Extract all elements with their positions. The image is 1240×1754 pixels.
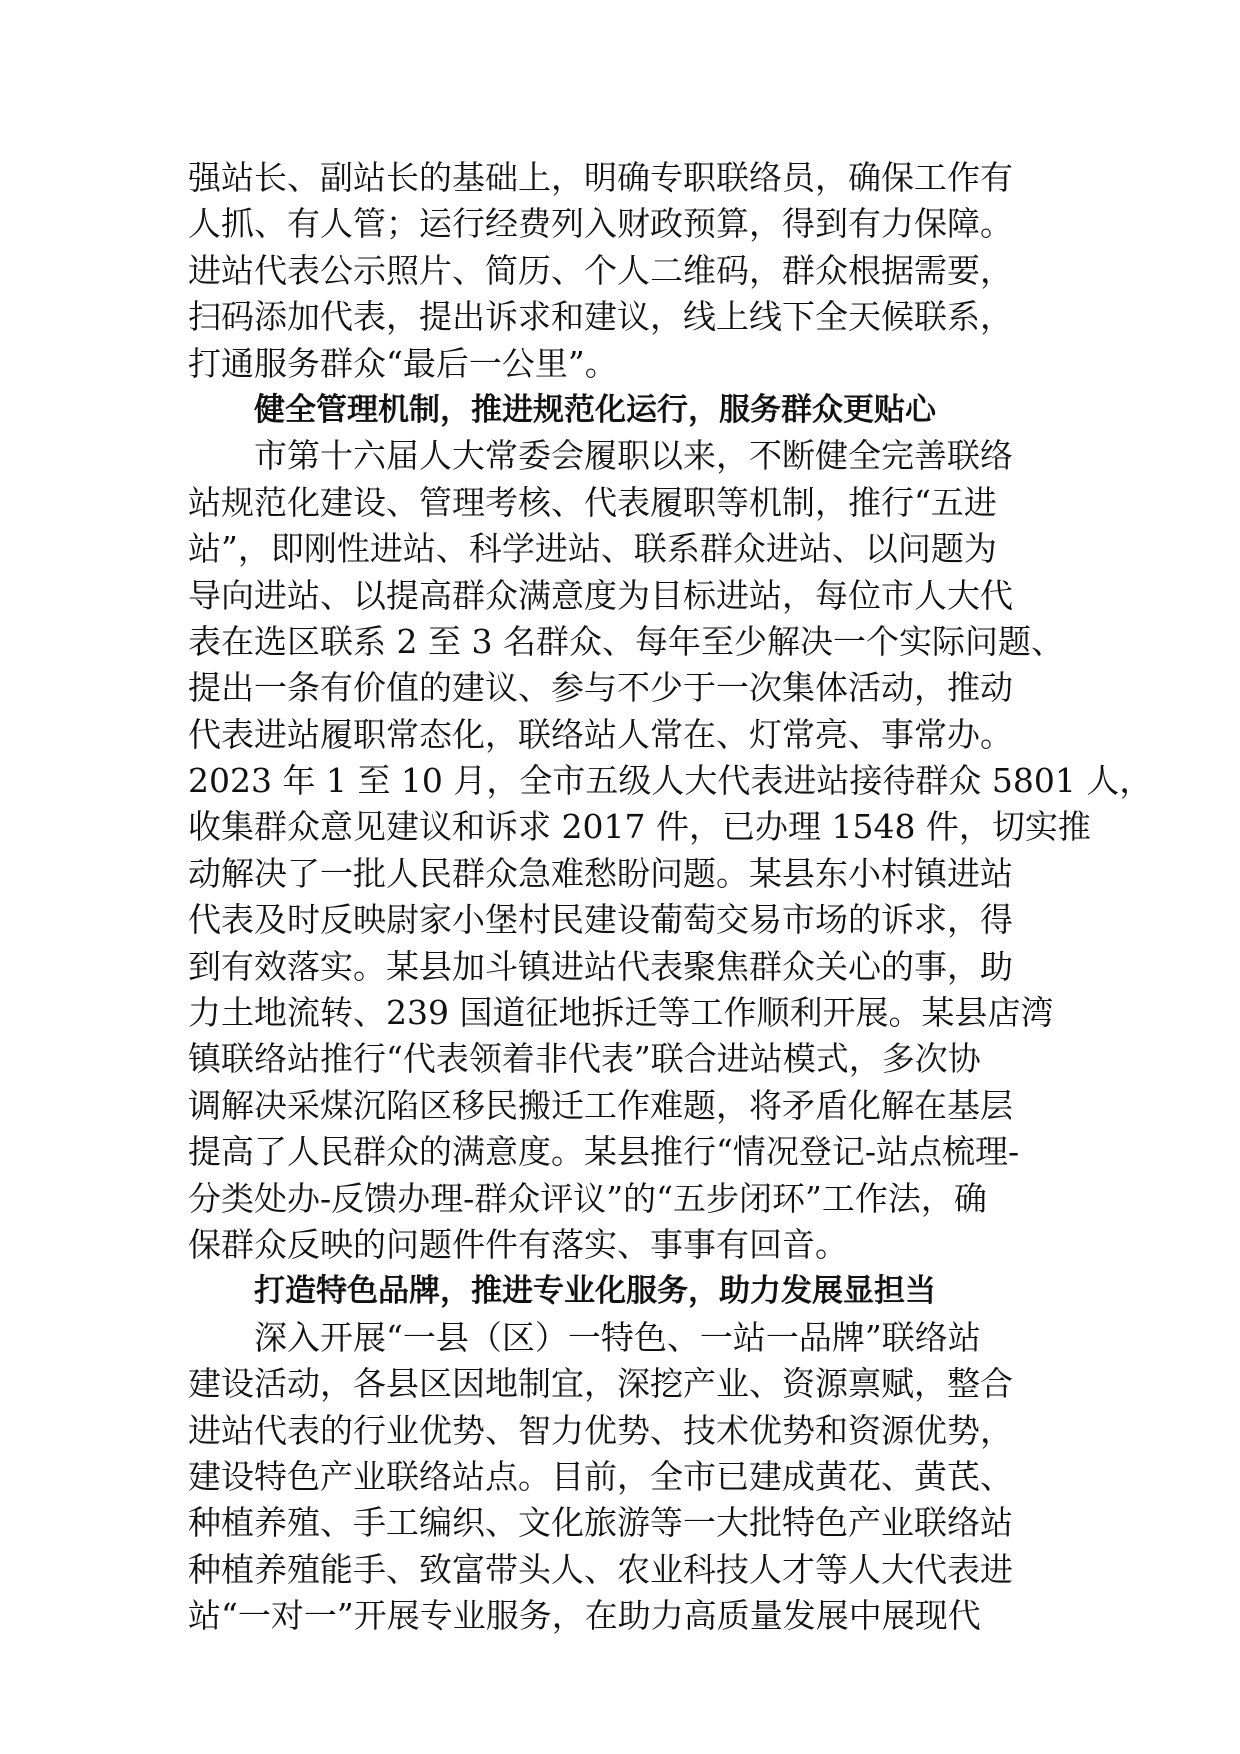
text-line: 2023 年 1 至 10 月，全市五级人大代表进站接待群众 5801 人， [188, 761, 1153, 801]
text-line: 种植养殖能手、致富带头人、农业科技人才等人大代表进 [188, 1549, 1013, 1589]
text-line: 提出一条有价值的建议、参与不少于一次集体活动，推动 [188, 668, 1013, 708]
text-line: 调解决采煤沉陷区移民搬迁工作难题，将矛盾化解在基层 [188, 1085, 1013, 1125]
text-line: 收集群众意见建议和诉求 2017 件，已办理 1548 件，切实推 [188, 807, 1091, 847]
text-line: 提高了人民群众的满意度。某县推行“情况登记-站点梳理- [188, 1132, 1020, 1172]
text-line: 镇联络站推行“代表领着非代表”联合进站模式，多次协 [188, 1039, 981, 1079]
text-line: 深入开展“一县（区）一特色、一站一品牌”联络站 [254, 1317, 981, 1357]
text-line: 人抓、有人管；运行经费列入财政预算，得到有力保障。 [188, 204, 1013, 244]
text-line: 强站长、副站长的基础上，明确专职联络员，确保工作有 [188, 158, 1013, 197]
text-line: 力土地流转、239 国道征地拆迁等工作顺利开展。某县店湾 [188, 993, 1054, 1033]
document-body [188, 155, 1153, 1640]
text-line: 打通服务群众“最后一公里”。 [188, 343, 618, 383]
text-line: 站”，即刚性进站、科学进站、联系群众进站、以问题为 [188, 529, 997, 569]
text-line: 保群众反映的问题件件有落实、事事有回音。 [188, 1224, 848, 1264]
text-line: 建设特色产业联络站点。目前，全市已建成黄花、黄芪、 [188, 1456, 1013, 1496]
section-heading: 打造特色品牌，推进专业化服务，助力发展显担当 [254, 1273, 936, 1310]
text-line: 扫码添加代表，提出诉求和建议，线上线下全天候联系， [188, 297, 1013, 337]
text-line: 到有效落实。某县加斗镇进站代表聚焦群众关心的事，助 [188, 946, 1013, 986]
text-line: 导向进站、以提高群众满意度为目标进站，每位市人大代 [188, 575, 1013, 615]
text-line: 进站代表公示照片、简历、个人二维码，群众根据需要， [188, 250, 1013, 290]
text-line: 分类处办-反馈办理-群众评议”的“五步闭环”工作法，确 [188, 1178, 987, 1218]
text-line: 市第十六届人大常委会履职以来，不断健全完善联络 [254, 436, 1013, 476]
text-line: 表在选区联系 2 至 3 名群众、每年至少解决一个实际问题、 [188, 621, 1064, 661]
text-line: 代表及时反映尉家小堡村民建设葡萄交易市场的诉求，得 [188, 900, 1013, 940]
text-line: 站规范化建设、管理考核、代表履职等机制，推行“五进 [188, 482, 997, 522]
section-heading: 健全管理机制，推进规范化运行，服务群众更贴心 [254, 391, 936, 428]
text-line: 种植养殖、手工编织、文化旅游等一大批特色产业联络站 [188, 1503, 1013, 1543]
text-line: 站“一对一”开展专业服务，在助力高质量发展中展现代 [188, 1596, 981, 1636]
text-line: 代表进站履职常态化，联络站人常在、灯常亮、事常办。 [188, 714, 1013, 754]
text-line: 动解决了一批人民群众急难愁盼问题。某县东小村镇进站 [188, 853, 1013, 893]
text-line: 建设活动，各县区因地制宜，深挖产业、资源禀赋，整合 [188, 1364, 1013, 1404]
text-line: 进站代表的行业优势、智力优势、技术优势和资源优势， [188, 1410, 1013, 1450]
